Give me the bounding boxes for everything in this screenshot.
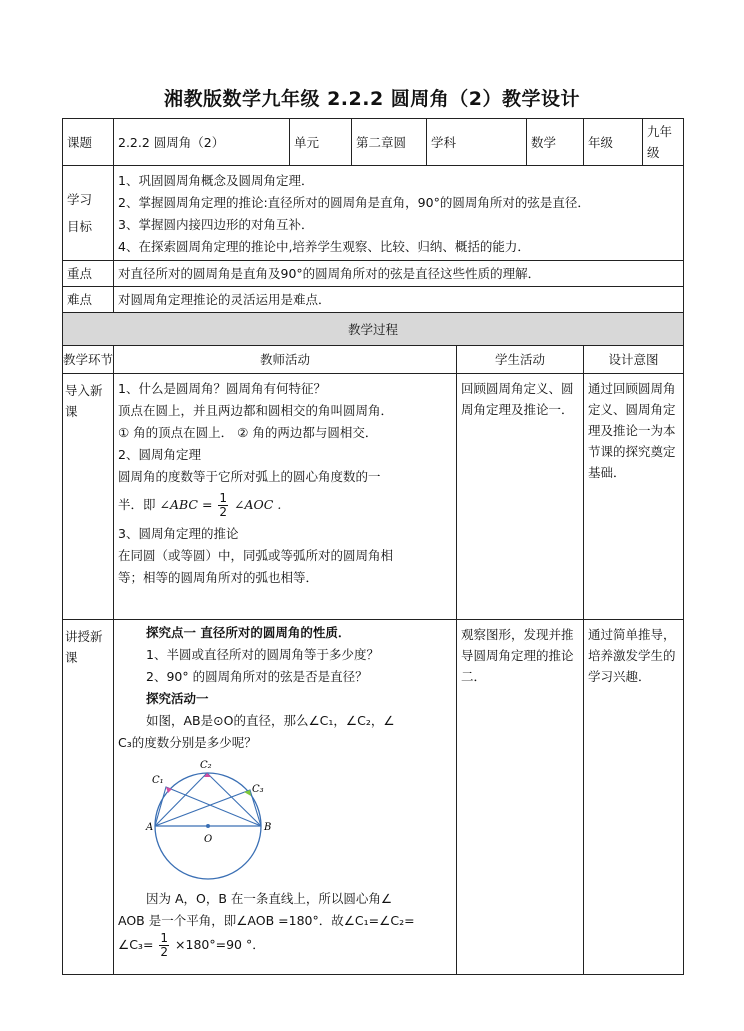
intro-line: 等；相等的圆周角所对的弧也相等． xyxy=(118,570,319,585)
goals-row xyxy=(63,166,684,261)
reason-line: AOB 是一个平角，即∠AOB =180°．故∠C₁=∠C₂= xyxy=(118,913,415,928)
goals-label-line1: 学习 xyxy=(67,192,93,207)
grade-value: 九年级 xyxy=(643,119,684,166)
fraction-denominator: 2 xyxy=(219,505,228,519)
lecture-heading: 探究点一 直径所对的圆周角的性质． xyxy=(146,625,351,640)
intro-line: 1、什么是圆周角？圆周角有何特征？ xyxy=(118,381,326,396)
lecture-step: 讲授新课 xyxy=(63,620,114,975)
label-c1: C₁ xyxy=(152,775,164,786)
reason-line: 因为 A，O，B 在一条直线上，所以圆心角∠ xyxy=(146,891,393,906)
circle-figure xyxy=(146,756,292,886)
angle-mark-c3 xyxy=(244,790,251,796)
process-header-row xyxy=(63,346,684,374)
intro-line: 在同圆（或等圆）中，同弧或等弧所对的圆周角相 xyxy=(118,548,394,563)
reason-denominator: 2 xyxy=(160,945,169,959)
intro-formula xyxy=(118,492,452,519)
unit-value: 第二章圆 xyxy=(352,119,427,166)
goals-label xyxy=(63,166,114,261)
difficulty-row xyxy=(63,287,684,313)
goal-item: 1、巩固圆周角概念及圆周角定理． xyxy=(118,173,314,188)
lecture-intent: 通过简单推导，培养激发学生的学习兴趣． xyxy=(584,620,684,975)
reason-prefix: ∠C₃= xyxy=(118,937,154,952)
intro-line: 顶点在圆上，并且两边都和圆相交的角叫圆周角． xyxy=(118,403,394,418)
difficulty-label: 难点 xyxy=(63,287,114,313)
label-c2: C₂ xyxy=(200,760,212,771)
intro-intent: 通过回顾圆周角定义、圆周角定理及推论一为本节课的探究奠定基础． xyxy=(584,374,684,620)
goal-item: 2、掌握圆周角定理的推论:直径所对的圆周角是直角，90°的圆周角所对的弦是直径． xyxy=(118,195,590,210)
intro-step: 导入新课 xyxy=(63,374,114,620)
header-row xyxy=(63,119,684,166)
activity-prompt: 如图，AB是⊙O的直径，那么∠C₁，∠C₂，∠ xyxy=(146,713,395,728)
label-a: A xyxy=(146,822,154,833)
process-title: 教学过程 xyxy=(63,313,684,346)
formula-fraction xyxy=(218,492,228,519)
lecture-question: 1、半圆或直径所对的圆周角等于多少度？ xyxy=(146,647,379,662)
col-intent-header: 设计意图 xyxy=(584,346,684,374)
key-point-label: 重点 xyxy=(63,261,114,287)
intro-row xyxy=(63,374,684,620)
unit-label: 单元 xyxy=(290,119,352,166)
reason-suffix: ×180°=90 °． xyxy=(175,937,265,952)
intro-line: 圆周角的度数等于它所对弧上的圆心角度数的一 xyxy=(118,469,381,484)
lecture-teacher xyxy=(114,620,457,975)
angle-c2-lines xyxy=(155,773,261,826)
goals-list xyxy=(114,166,684,261)
label-b: B xyxy=(264,822,272,833)
col-step-header: 教学环节 xyxy=(63,346,114,374)
reason-line xyxy=(118,932,452,959)
goal-item: 3、掌握圆内接四边形的对角互补． xyxy=(118,217,314,232)
grade-label: 年级 xyxy=(584,119,643,166)
activity-prompt: C₃的度数分别是多少呢？ xyxy=(118,735,257,750)
formula-prefix: 半．即 xyxy=(118,497,156,512)
process-title-row xyxy=(63,313,684,346)
intro-line: 3、圆周角定理的推论 xyxy=(118,526,239,541)
reason-numerator: 1 xyxy=(160,931,169,945)
intro-student: 回顾圆周角定义、圆周角定理及推论一． xyxy=(457,374,584,620)
label-c3: C₃ xyxy=(252,784,264,795)
angle-c3-lines xyxy=(155,790,261,826)
difficulty-text: 对圆周角定理推论的灵活运用是难点． xyxy=(114,287,684,313)
col-teacher-header: 教师活动 xyxy=(114,346,457,374)
circle-diagram xyxy=(146,756,292,886)
key-point-row xyxy=(63,261,684,287)
topic-label: 课题 xyxy=(63,119,114,166)
key-point-text: 对直径所对的圆周角是直角及90°的圆周角所对的弦是直径这些性质的理解． xyxy=(114,261,684,287)
formula-left: ∠ABC = xyxy=(159,497,213,512)
lecture-question: 2、90° 的圆周角所对的弦是否是直径？ xyxy=(146,669,368,684)
activity-title: 探究活动一 xyxy=(146,691,209,706)
fraction-numerator: 1 xyxy=(219,491,228,505)
center-point xyxy=(206,824,210,828)
intro-line: ① 角的顶点在圆上． ② 角的两边都与圆相交． xyxy=(118,425,378,440)
col-student-header: 学生活动 xyxy=(457,346,584,374)
label-o: O xyxy=(204,834,213,845)
subject-value: 数学 xyxy=(527,119,584,166)
formula-right: ∠AOC . xyxy=(234,497,282,512)
lecture-row xyxy=(63,620,684,975)
goals-label-line2: 目标 xyxy=(67,219,93,234)
topic-value: 2.2.2 圆周角（2） xyxy=(114,119,290,166)
subject-label: 学科 xyxy=(427,119,527,166)
lecture-student: 观察图形，发现并推导圆周角定理的推论二． xyxy=(457,620,584,975)
reason-fraction xyxy=(159,932,169,959)
intro-teacher xyxy=(114,374,457,620)
document-title: 湘教版数学九年级 2.2.2 圆周角（2）教学设计 xyxy=(163,88,581,110)
intro-line: 2、圆周角定理 xyxy=(118,447,201,462)
goal-item: 4、在探索圆周角定理的推论中,培养学生观察、比较、归纳、概括的能力． xyxy=(118,239,530,254)
lesson-plan-table xyxy=(62,118,684,975)
